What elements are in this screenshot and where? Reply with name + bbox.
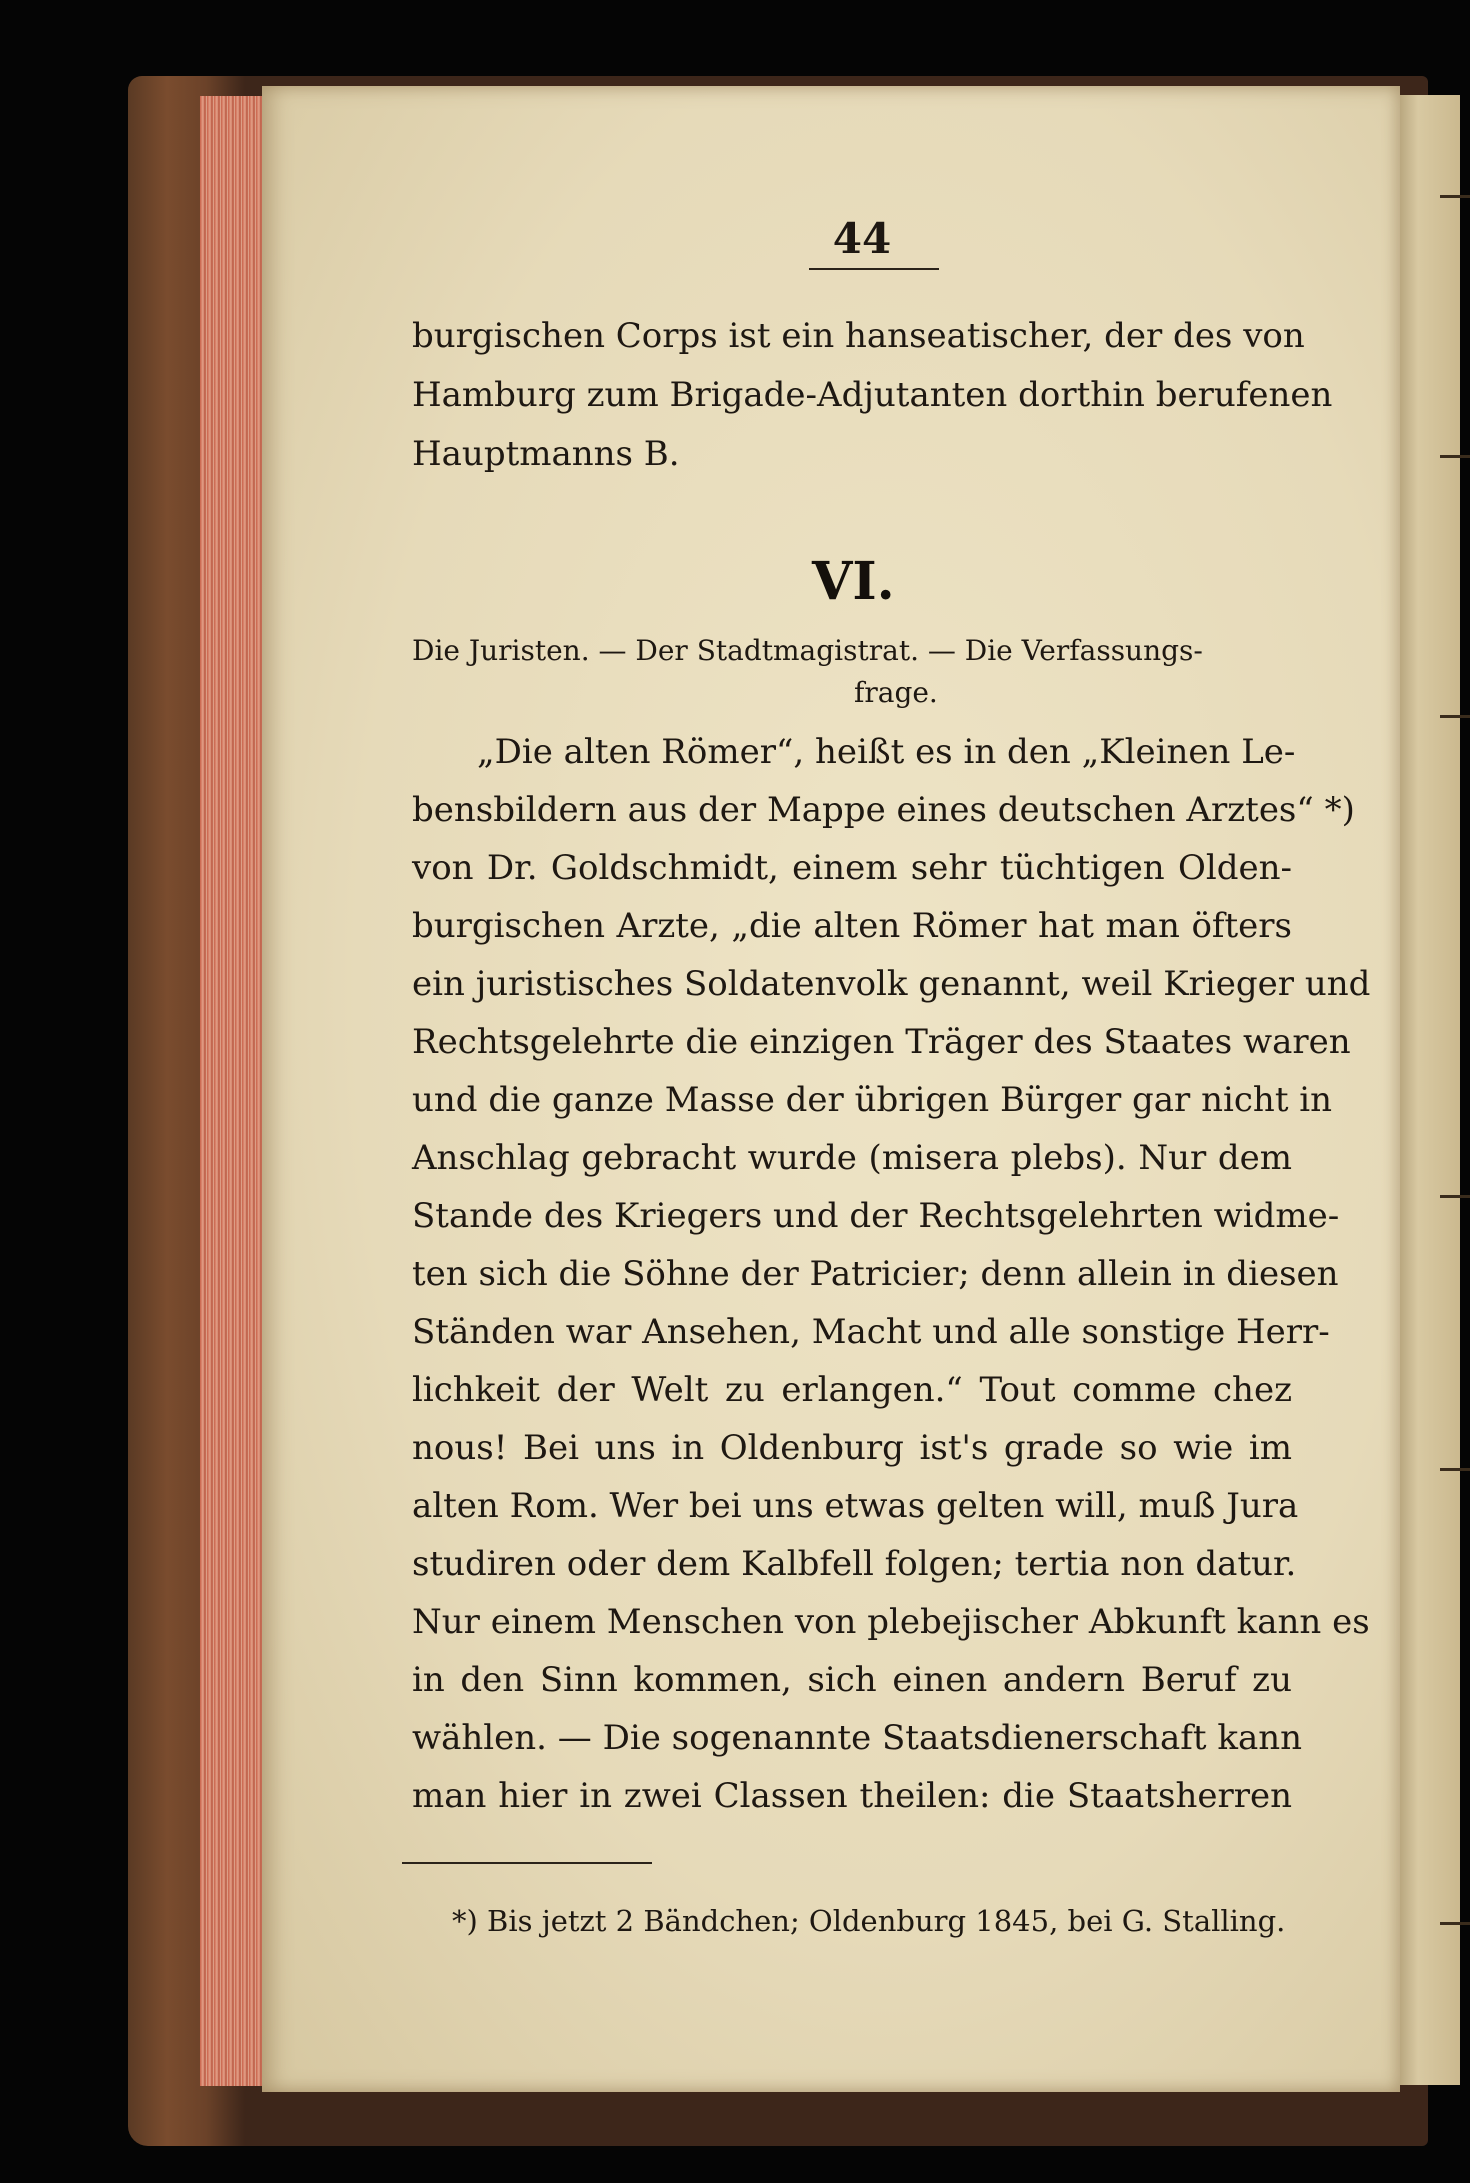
text-line: alten Rom. Wer bei uns etwas gelten will, muß Jura (412, 1486, 1299, 1526)
binding-stitch (1440, 1195, 1470, 1198)
text-line: Hauptmanns B. (412, 434, 680, 474)
chapter-subtitle: Die Juristen. — Der Stadtmagistrat. — Die Verfassungs- (412, 634, 1203, 667)
facing-page-edge (1400, 95, 1460, 2085)
text-line: von Dr. Goldschmidt, einem sehr tüchtigen Olden- (412, 848, 1292, 888)
text-line: nous! Bei uns in Oldenburg ist's grade so wie im (412, 1428, 1292, 1468)
book-page (262, 86, 1400, 2092)
text-line: ein juristisches Soldatenvolk genannt, weil Krieger und (412, 964, 1371, 1004)
binding-stitch (1440, 1468, 1470, 1471)
text-line: Rechtsgelehrte die einzigen Träger des Staates waren (412, 1022, 1351, 1062)
text-line: lichkeit der Welt zu erlangen.“ Tout comme chez (412, 1370, 1292, 1410)
text-line: Ständen war Ansehen, Macht und alle sonstige Herr- (412, 1312, 1330, 1352)
footnote: *) Bis jetzt 2 Bändchen; Oldenburg 1845, bei G. Stalling. (452, 1904, 1286, 1938)
text-line: in den Sinn kommen, sich einen andern Beruf zu (412, 1660, 1292, 1700)
text-line: bensbildern aus der Mappe eines deutschen Arztes“ *) (412, 790, 1355, 830)
text-line: Nur einem Menschen von plebejischer Abkunft kann es (412, 1602, 1370, 1642)
page-number: 44 (832, 214, 892, 263)
footnote-rule (402, 1862, 652, 1864)
text-line: und die ganze Masse der übrigen Bürger gar nicht in (412, 1080, 1333, 1120)
chapter-number: VI. (812, 551, 895, 612)
text-line: burgischen Arzte, „die alten Römer hat man öfters (412, 906, 1292, 946)
chapter-subtitle: frage. (854, 676, 938, 709)
text-line: Anschlag gebracht wurde (misera plebs). Nur dem (412, 1138, 1292, 1178)
text-line: Hamburg zum Brigade-Adjutanten dorthin berufenen (412, 375, 1333, 415)
page-number-rule (809, 268, 939, 270)
text-line: burgischen Corps ist ein hanseatischer, der des von (412, 316, 1305, 356)
text-line: Stande des Kriegers und der Rechtsgelehrten widme- (412, 1196, 1340, 1236)
text-line: studiren oder dem Kalbfell folgen; tertia non datur. (412, 1544, 1297, 1584)
binding-stitch (1440, 455, 1470, 458)
text-line: ten sich die Söhne der Patricier; denn allein in diesen (412, 1254, 1339, 1294)
binding-stitch (1440, 1922, 1470, 1925)
binding-stitch (1440, 195, 1470, 198)
text-line: „Die alten Römer“, heißt es in den „Kleinen Le- (477, 732, 1296, 772)
text-line: wählen. — Die sogenannte Staatsdienerschaft kann (412, 1718, 1303, 1758)
binding-stitch (1440, 715, 1470, 718)
page-edges (200, 96, 270, 2086)
text-line: man hier in zwei Classen theilen: die Staatsherren (412, 1776, 1292, 1816)
